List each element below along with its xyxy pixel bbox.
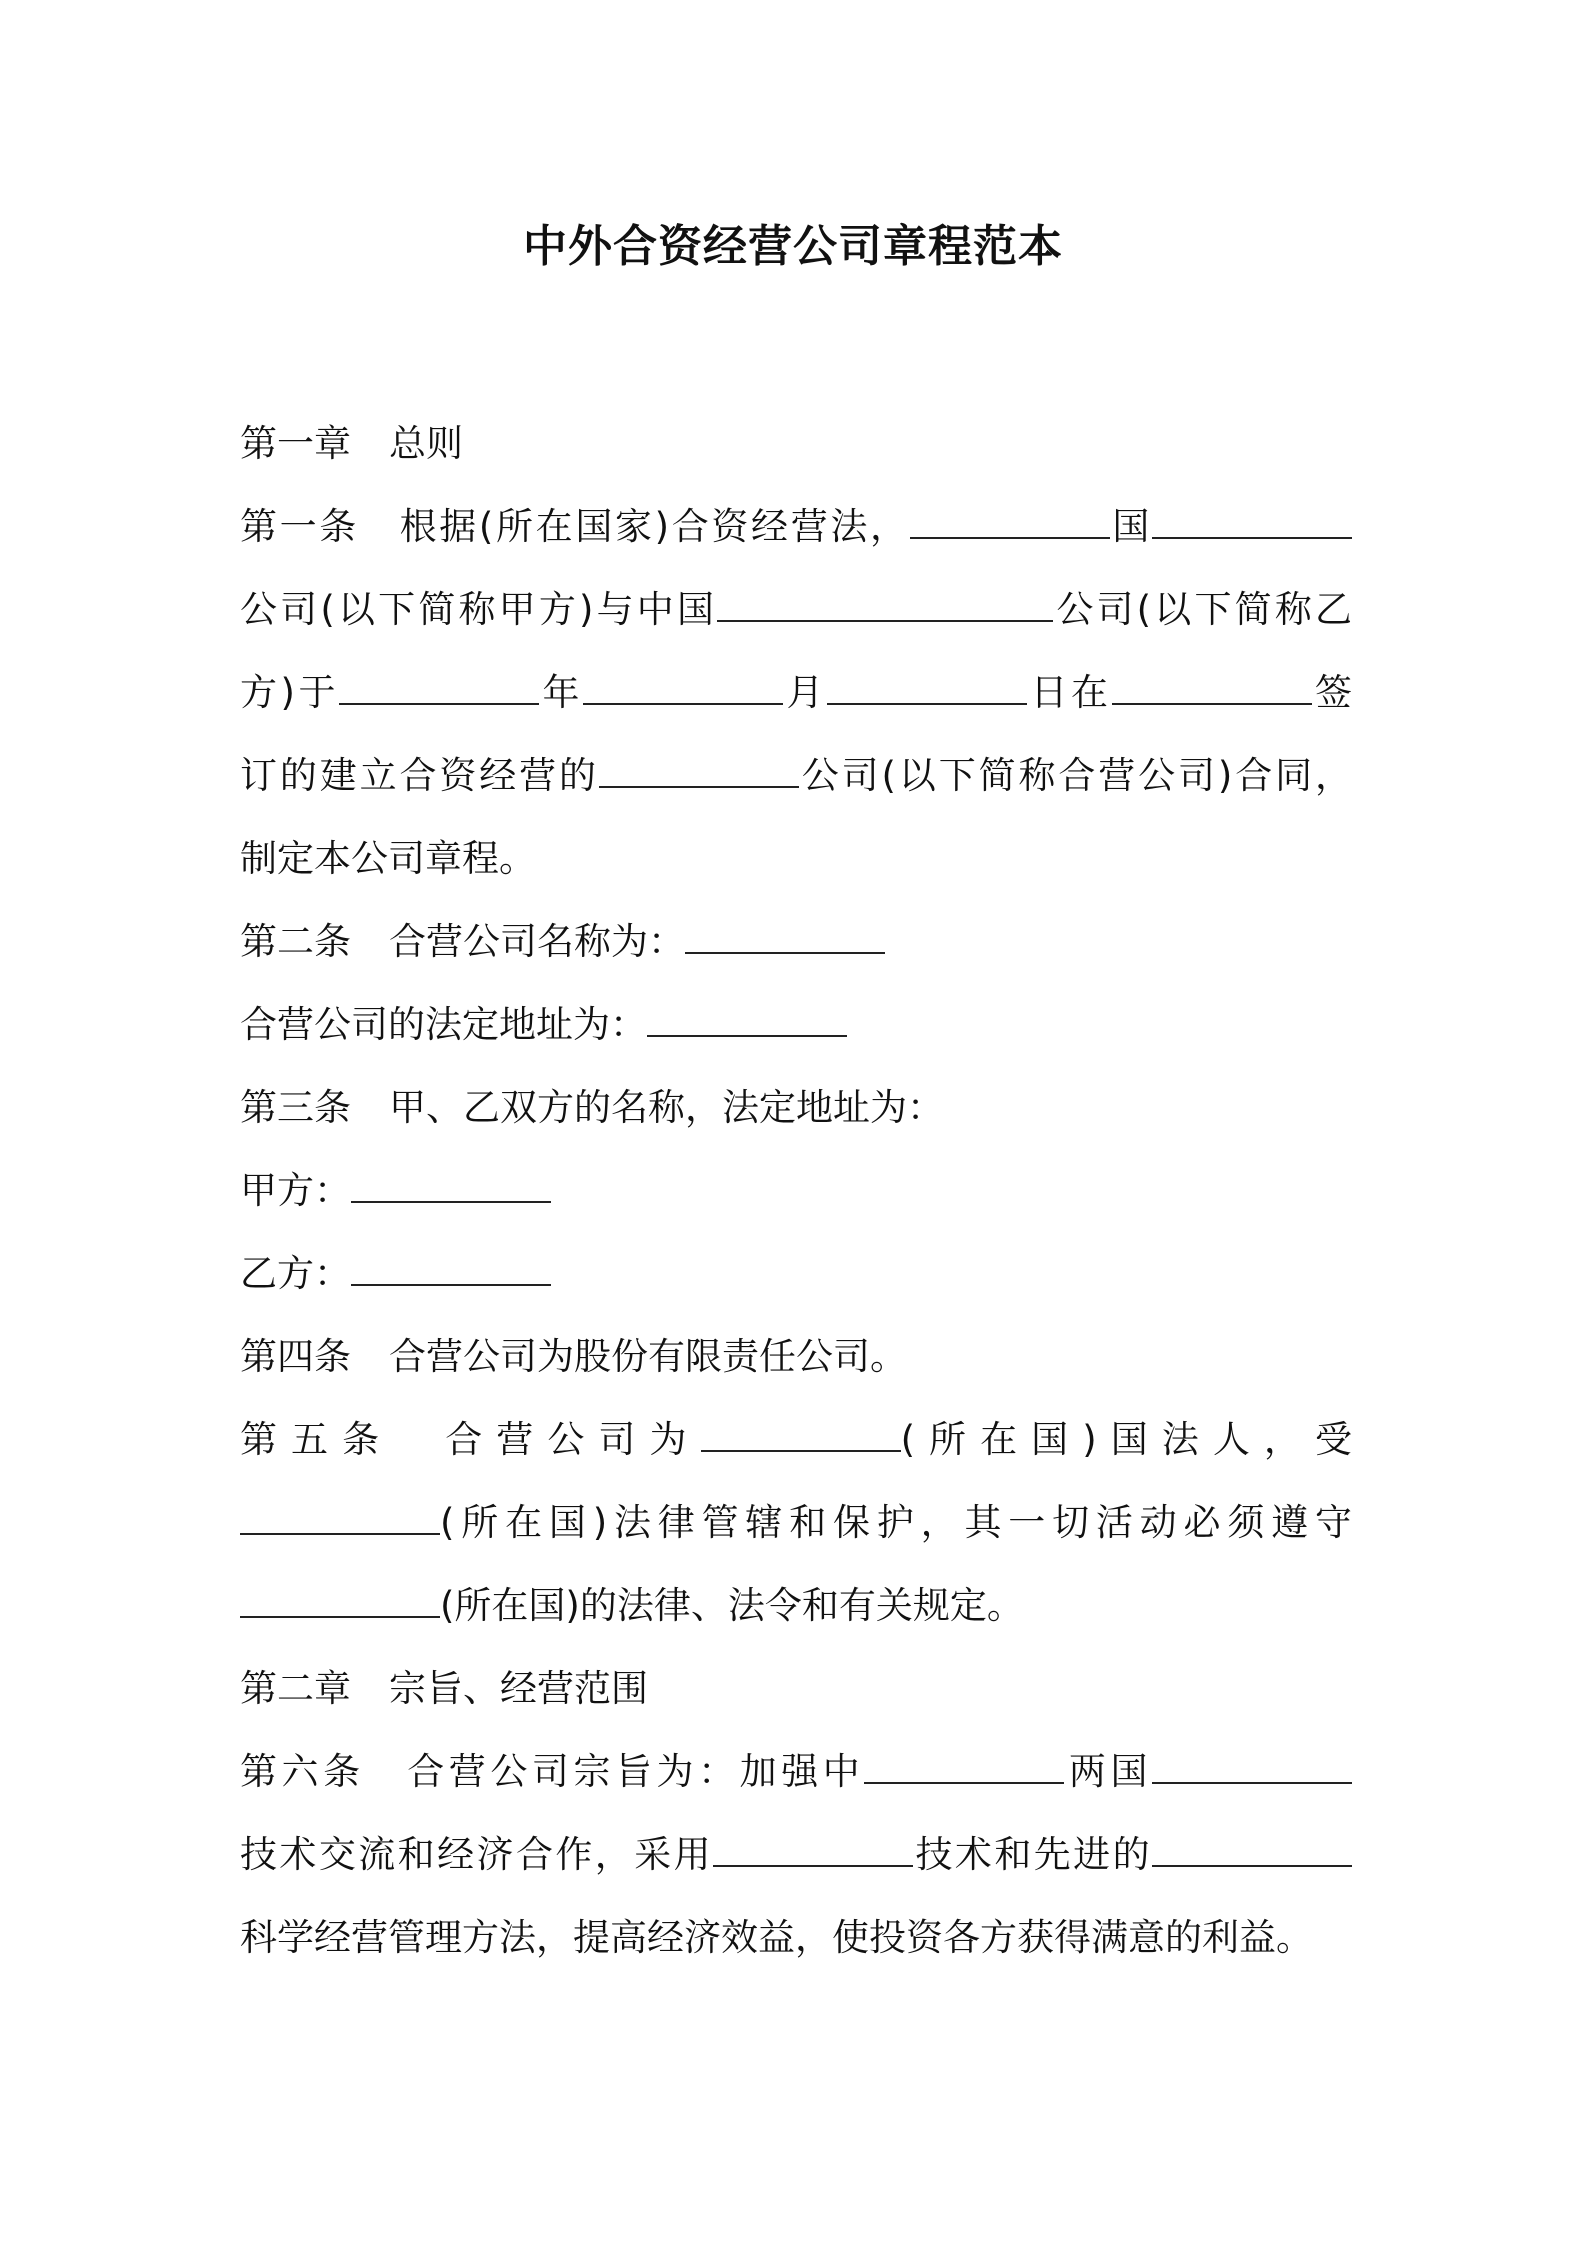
article-1-line-2: 公司(以下简称甲方)与中国 公司(以下简称乙 [240,588,1352,631]
article-label: 第六条 [240,1750,365,1793]
article-1-line-1: 第一条 根据(所在国家)合资经营法， 国 [240,485,1352,568]
chapter-2-heading [240,1647,1352,1730]
fill-blank [599,756,799,788]
article-2-line-1: 第二条 合营公司名称为： [240,900,1352,983]
fill-blank [827,673,1027,705]
fill-blank [240,1503,440,1535]
fill-blank [583,673,783,705]
fill-blank [351,1171,551,1203]
article-label: 第二条 [240,920,351,963]
fill-blank [910,507,1110,539]
article-5-line-1: 第五条 合营公司为 (所在国)国法人，受 [240,1418,1352,1461]
chapter-label: 第一章 [240,422,351,465]
article-6-line-2: 技术交流和经济合作，采用 技术和先进的 [240,1813,1352,1896]
article-1-line-3: 方)于 年 月 日在 签 [240,671,1352,714]
article-6-line-3: 科学经营管理方法，提高经济效益，使投资各方获得满意的利益。 [240,1916,1313,1959]
fill-blank [339,673,539,705]
fill-blank [713,1835,913,1867]
fill-blank [685,922,885,954]
fill-blank [717,590,1053,622]
fill-blank [1152,1835,1352,1867]
article-label: 第三条 [240,1086,351,1129]
chapter-name: 总则 [389,422,463,465]
fill-blank [351,1254,551,1286]
chapter-1-heading [240,402,1352,485]
party-b-line: 乙方： [240,1232,1352,1315]
fill-blank [647,1005,847,1037]
article-label: 第五条 [240,1418,394,1461]
article-5-line-2: (所在国)法律管辖和保护，其一切活动必须遵守 [240,1481,1352,1564]
fill-blank [240,1586,440,1618]
article-3-line-1: 第三条 甲、乙双方的名称，法定地址为： [240,1086,944,1129]
party-a-line: 甲方： [240,1149,1352,1232]
chapter-label: 第二章 [240,1667,351,1710]
article-label: 第四条 [240,1335,351,1378]
fill-blank [1112,673,1312,705]
article-4-line-1: 第四条 合营公司为股份有限责任公司。 [240,1335,907,1378]
chapter-name: 宗旨、经营范围 [389,1667,648,1710]
article-label: 第一条 [240,505,359,548]
article-6-line-1: 第六条 合营公司宗旨为：加强中 两国 [240,1730,1352,1813]
article-5-line-3: (所在国)的法律、法令和有关规定。 [240,1564,1352,1647]
fill-blank [1152,1752,1352,1784]
article-1-line-5: 制定本公司章程。 [240,837,536,880]
article-2-line-2: 合营公司的法定地址为： [240,983,1352,1066]
document-title: 中外合资经营公司章程范本 [523,221,1063,272]
fill-blank [701,1420,901,1452]
fill-blank [864,1752,1064,1784]
article-1-line-4: 订的建立合资经营的 公司(以下简称合营公司)合同， [240,754,1352,797]
document-body [240,402,1352,1979]
fill-blank [1152,507,1352,539]
